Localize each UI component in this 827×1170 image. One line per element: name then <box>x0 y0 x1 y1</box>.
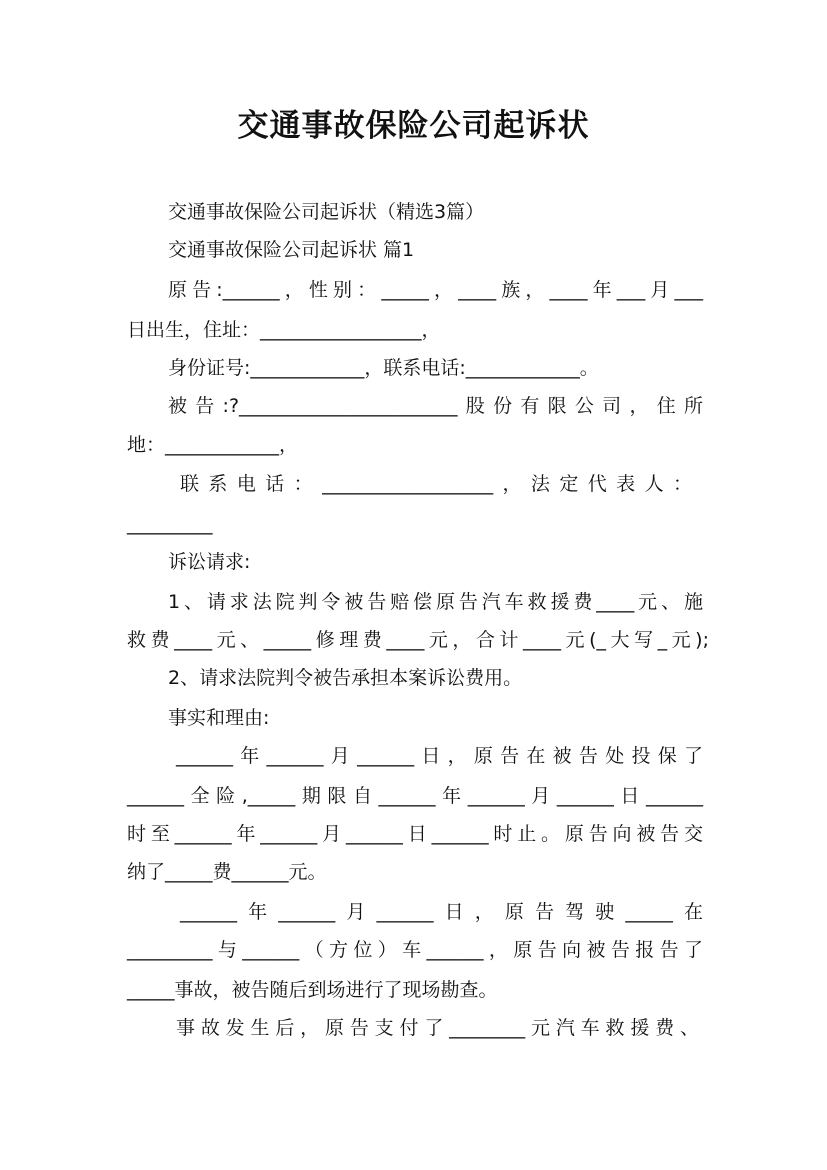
claim-1-line-2: 救费____元、_____修理费____元，合计____元(_大写_元); <box>127 629 709 651</box>
facts-p3-line-1: 事故发生后，原告支付了________元汽车救援费、 <box>176 1017 699 1039</box>
facts-p2-line-1: ______年______月______日，原告驾驶_____在 <box>180 901 703 923</box>
defendant-line-1: 被告:?_______________________股份有限公司，住所 <box>168 395 703 417</box>
facts-p1-line-3: 时至______年______月______日______时止。原告向被告交 <box>127 823 703 845</box>
section-heading: 交通事故保险公司起诉状 篇1 <box>168 239 415 261</box>
claims-heading: 诉讼请求: <box>168 551 251 573</box>
facts-p1-line-1: ______年______月______日，原告在被告处投保了 <box>176 745 703 767</box>
facts-heading: 事实和理由: <box>168 707 270 729</box>
claim-1-line-1: 1、请求法院判令被告赔偿原告汽车救援费____元、施 <box>168 591 703 613</box>
facts-p2-line-2: _________与______（方位）车______，原告向被告报告了 <box>127 939 703 961</box>
facts-p1-line-2: ______全险,_____期限自______年______月______日______ <box>127 785 703 807</box>
subtitle-line: 交通事故保险公司起诉状（精选3篇） <box>168 201 485 223</box>
defendant-line-4: _________ <box>127 513 213 535</box>
claim-2: 2、请求法院判令被告承担本案诉讼费用。 <box>168 667 523 689</box>
plaintiff-line-3: 身份证号:____________，联系电话:____________。 <box>168 357 599 379</box>
facts-p2-line-3: _____事故，被告随后到场进行了现场勘查。 <box>127 979 498 1001</box>
document-title: 交通事故保险公司起诉状 <box>237 108 590 144</box>
plaintiff-line-1: 原告:______，性别：_____，____族，____年___月___ <box>168 279 703 301</box>
defendant-line-2: 地：____________， <box>127 434 299 456</box>
plaintiff-line-2: 日出生，住址：_________________， <box>127 319 441 341</box>
facts-p1-line-4: 纳了_____费______元。 <box>127 861 327 883</box>
defendant-line-3: 联系电话：__________________，法定代表人： <box>180 473 692 495</box>
